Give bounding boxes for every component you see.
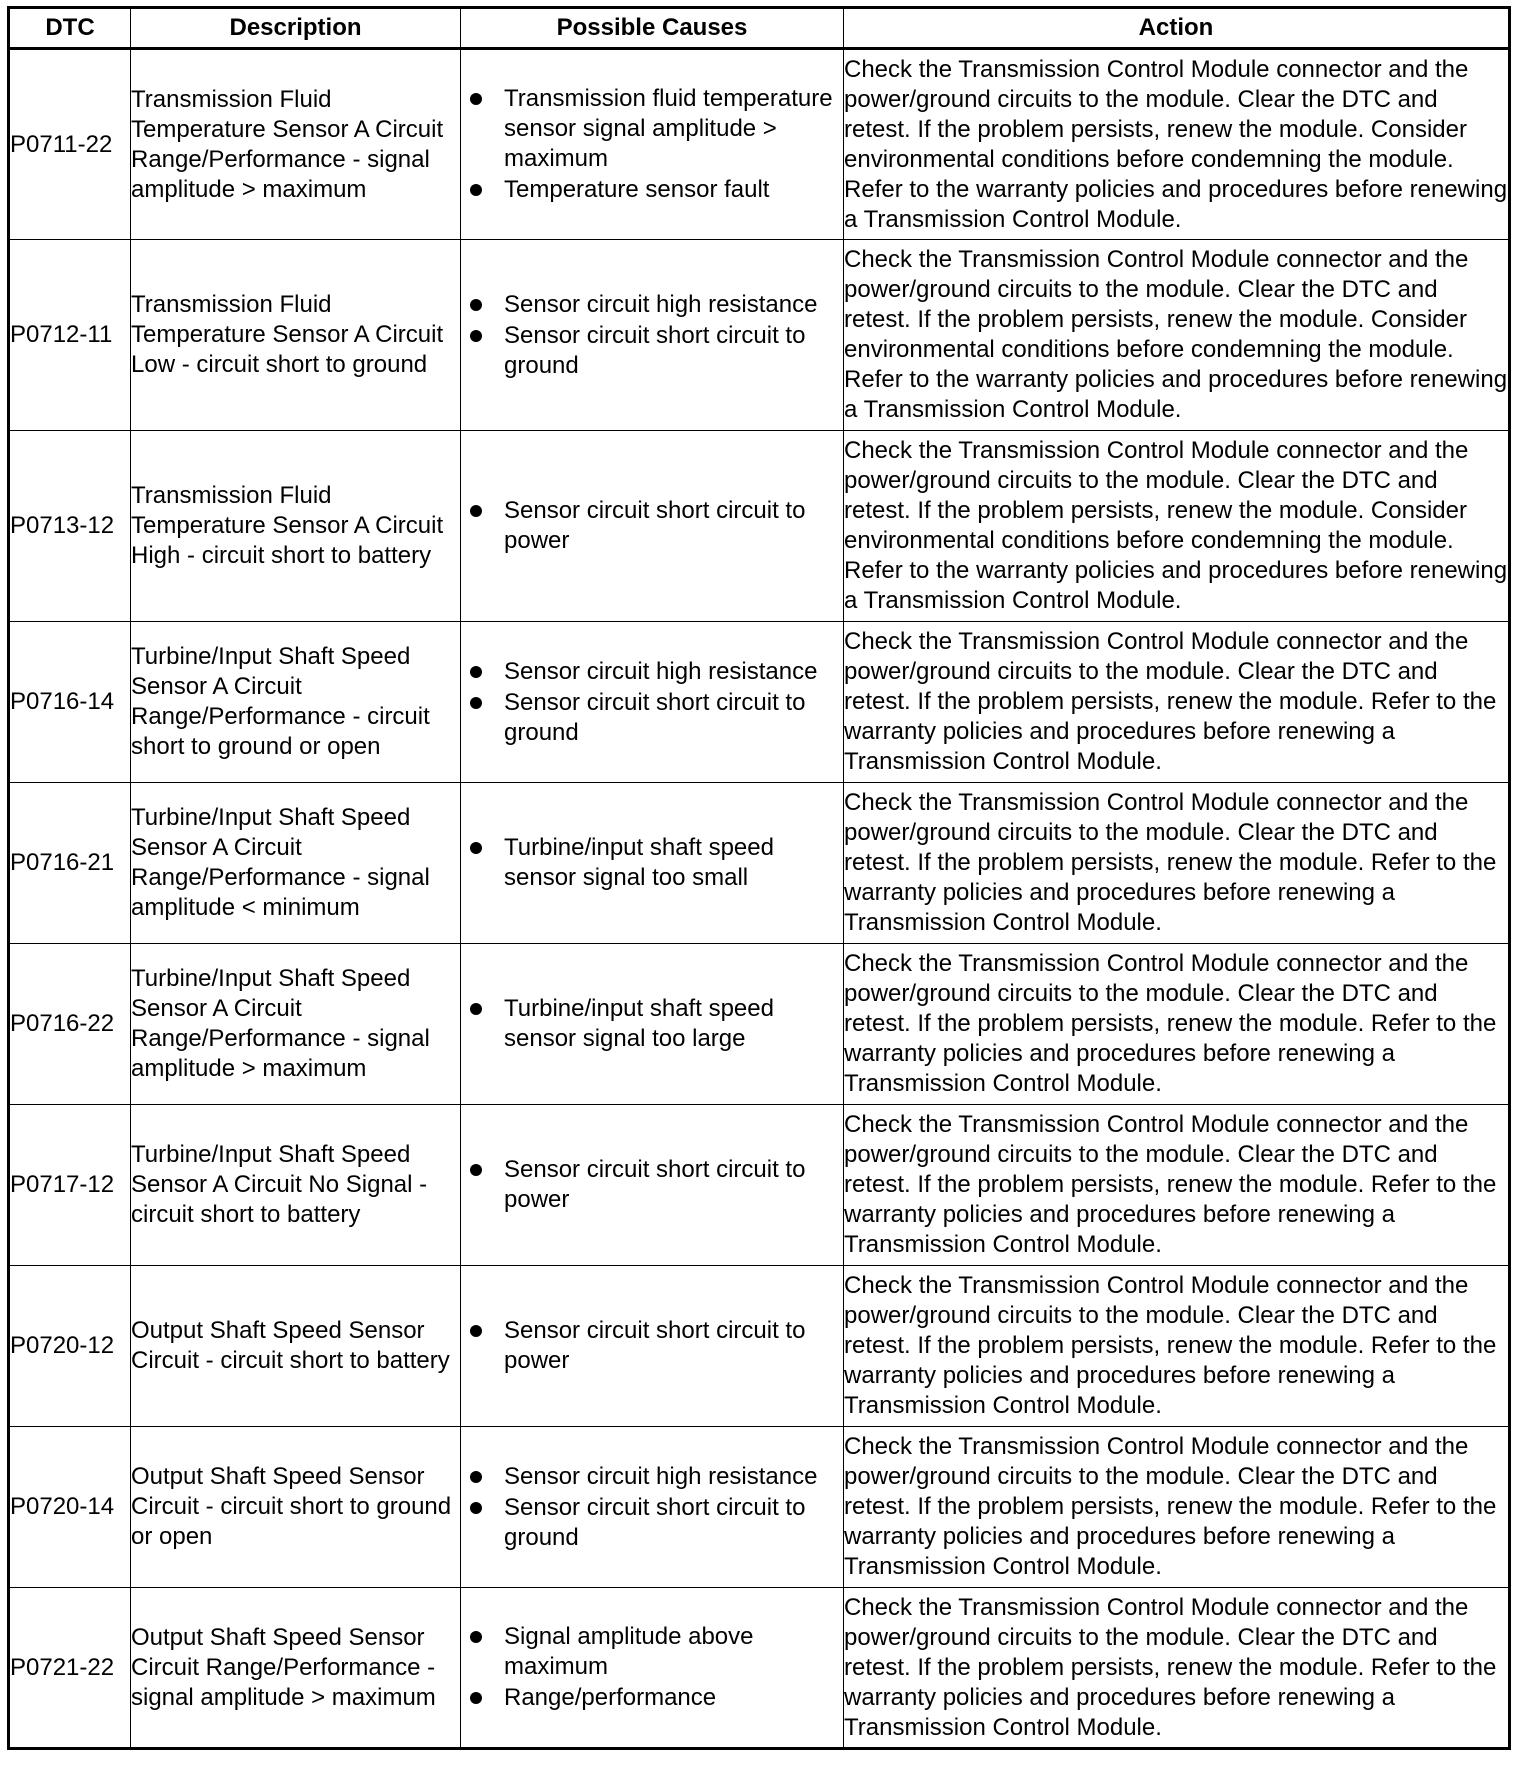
cause-item bbox=[461, 1316, 843, 1376]
action-text: Check the Transmission Control Module connector and the power/ground circuits to the module. Clear the DTC and retest. If the problem persists, renew the module. Consider environmental conditions before condemning the module. Refer to the warranty policies and procedures before renewing a Transmission Control Module. bbox=[844, 49, 1510, 240]
bullet-icon bbox=[470, 697, 482, 709]
dtc-description: Turbine/Input Shaft Speed Sensor A Circuit Range/Performance - signal amplitude < minimum bbox=[131, 783, 461, 944]
cause-item bbox=[461, 290, 843, 320]
action-text: Check the Transmission Control Module connector and the power/ground circuits to the module. Clear the DTC and retest. If the problem persists, renew the module. Refer to the warranty policies and procedures before renewing a Transmission Control Module. bbox=[844, 1427, 1510, 1588]
table-row bbox=[9, 1427, 1510, 1588]
possible-causes-cell bbox=[461, 49, 844, 240]
possible-causes-list bbox=[461, 994, 843, 1054]
table-row bbox=[9, 783, 1510, 944]
bullet-icon bbox=[470, 505, 482, 517]
action-text: Check the Transmission Control Module connector and the power/ground circuits to the module. Clear the DTC and retest. If the problem persists, renew the module. Consider environmental conditions before condemning the module. Refer to the warranty policies and procedures before renewing a Transmission Control Module. bbox=[844, 431, 1510, 622]
cause-item bbox=[461, 1155, 843, 1215]
dtc-description: Turbine/Input Shaft Speed Sensor A Circuit No Signal - circuit short to battery bbox=[131, 1105, 461, 1266]
possible-causes-list bbox=[461, 1316, 843, 1376]
table-header bbox=[9, 8, 1510, 49]
cause-text: Signal amplitude above maximum bbox=[504, 1623, 754, 1680]
cause-item bbox=[461, 994, 843, 1054]
header-row bbox=[9, 8, 1510, 49]
dtc-code: P0720-12 bbox=[9, 1266, 131, 1427]
cause-item bbox=[461, 657, 843, 687]
table-row bbox=[9, 622, 1510, 783]
possible-causes-cell bbox=[461, 783, 844, 944]
possible-causes-list bbox=[461, 833, 843, 893]
dtc-code: P0717-12 bbox=[9, 1105, 131, 1266]
dtc-table bbox=[7, 6, 1511, 1750]
cause-text: Turbine/input shaft speed sensor signal too small bbox=[504, 834, 774, 891]
bullet-icon bbox=[470, 93, 482, 105]
action-text: Check the Transmission Control Module connector and the power/ground circuits to the module. Clear the DTC and retest. If the problem persists, renew the module. Refer to the warranty policies and procedures before renewing a Transmission Control Module. bbox=[844, 1266, 1510, 1427]
action-text: Check the Transmission Control Module connector and the power/ground circuits to the module. Clear the DTC and retest. If the problem persists, renew the module. Refer to the warranty policies and procedures before renewing a Transmission Control Module. bbox=[844, 1105, 1510, 1266]
possible-causes-cell bbox=[461, 1266, 844, 1427]
dtc-code: P0716-14 bbox=[9, 622, 131, 783]
action-text: Check the Transmission Control Module connector and the power/ground circuits to the module. Clear the DTC and retest. If the problem persists, renew the module. Consider environmental conditions before condemning the module. Refer to the warranty policies and procedures before renewing a Transmission Control Module. bbox=[844, 240, 1510, 431]
action-text: Check the Transmission Control Module connector and the power/ground circuits to the module. Clear the DTC and retest. If the problem persists, renew the module. Refer to the warranty policies and procedures before renewing a Transmission Control Module. bbox=[844, 622, 1510, 783]
bullet-icon bbox=[470, 1471, 482, 1483]
dtc-description: Transmission Fluid Temperature Sensor A Circuit Range/Performance - signal amplitude > maximum bbox=[131, 49, 461, 240]
table-row bbox=[9, 1588, 1510, 1749]
possible-causes-list bbox=[461, 84, 843, 205]
possible-causes-list bbox=[461, 1622, 843, 1713]
dtc-description: Transmission Fluid Temperature Sensor A Circuit Low - circuit short to ground bbox=[131, 240, 461, 431]
cause-item bbox=[461, 84, 843, 174]
bullet-icon bbox=[470, 1631, 482, 1643]
bullet-icon bbox=[470, 330, 482, 342]
dtc-description: Turbine/Input Shaft Speed Sensor A Circuit Range/Performance - circuit short to ground or open bbox=[131, 622, 461, 783]
dtc-code: P0712-11 bbox=[9, 240, 131, 431]
possible-causes-cell bbox=[461, 1427, 844, 1588]
cause-item bbox=[461, 175, 843, 205]
header-dtc: DTC bbox=[9, 8, 131, 49]
possible-causes-cell bbox=[461, 240, 844, 431]
bullet-icon bbox=[470, 1692, 482, 1704]
dtc-code: P0720-14 bbox=[9, 1427, 131, 1588]
cause-item bbox=[461, 1683, 843, 1713]
table-row bbox=[9, 49, 1510, 240]
cause-text: Sensor circuit short circuit to ground bbox=[504, 688, 806, 746]
dtc-description: Turbine/Input Shaft Speed Sensor A Circuit Range/Performance - signal amplitude > maximum bbox=[131, 944, 461, 1105]
cause-text: Sensor circuit high resistance bbox=[504, 1462, 818, 1490]
cause-text: Turbine/input shaft speed sensor signal too large bbox=[504, 995, 774, 1052]
cause-item bbox=[461, 1493, 843, 1553]
possible-causes-cell bbox=[461, 431, 844, 622]
cause-text: Sensor circuit short circuit to ground bbox=[504, 1493, 806, 1551]
cause-text: Sensor circuit short circuit to ground bbox=[504, 321, 806, 379]
dtc-code: P0721-22 bbox=[9, 1588, 131, 1749]
possible-causes-cell bbox=[461, 622, 844, 783]
cause-text: Sensor circuit short circuit to power bbox=[504, 497, 806, 554]
header-possible-causes: Possible Causes bbox=[461, 8, 844, 49]
action-text: Check the Transmission Control Module connector and the power/ground circuits to the module. Clear the DTC and retest. If the problem persists, renew the module. Refer to the warranty policies and procedures before renewing a Transmission Control Module. bbox=[844, 944, 1510, 1105]
possible-causes-list bbox=[461, 1462, 843, 1553]
cause-item bbox=[461, 496, 843, 556]
dtc-description: Output Shaft Speed Sensor Circuit Range/Performance - signal amplitude > maximum bbox=[131, 1588, 461, 1749]
cause-text: Sensor circuit short circuit to power bbox=[504, 1317, 806, 1374]
bullet-icon bbox=[470, 1003, 482, 1015]
table-row bbox=[9, 240, 1510, 431]
action-text: Check the Transmission Control Module connector and the power/ground circuits to the module. Clear the DTC and retest. If the problem persists, renew the module. Refer to the warranty policies and procedures before renewing a Transmission Control Module. bbox=[844, 783, 1510, 944]
possible-causes-list bbox=[461, 1155, 843, 1215]
possible-causes-cell bbox=[461, 944, 844, 1105]
cause-text: Transmission fluid temperature sensor signal amplitude > maximum bbox=[504, 85, 833, 172]
bullet-icon bbox=[470, 184, 482, 196]
dtc-code: P0716-22 bbox=[9, 944, 131, 1105]
cause-text: Sensor circuit short circuit to power bbox=[504, 1156, 806, 1213]
header-action: Action bbox=[844, 8, 1510, 49]
bullet-icon bbox=[470, 1164, 482, 1176]
cause-text: Sensor circuit high resistance bbox=[504, 657, 818, 685]
bullet-icon bbox=[470, 1325, 482, 1337]
cause-item bbox=[461, 321, 843, 381]
table-row bbox=[9, 1266, 1510, 1427]
dtc-description: Output Shaft Speed Sensor Circuit - circuit short to ground or open bbox=[131, 1427, 461, 1588]
dtc-description: Output Shaft Speed Sensor Circuit - circuit short to battery bbox=[131, 1266, 461, 1427]
cause-item bbox=[461, 1622, 843, 1682]
bullet-icon bbox=[470, 1502, 482, 1514]
possible-causes-cell bbox=[461, 1105, 844, 1266]
table-row bbox=[9, 1105, 1510, 1266]
possible-causes-list bbox=[461, 290, 843, 381]
dtc-code: P0711-22 bbox=[9, 49, 131, 240]
cause-item bbox=[461, 833, 843, 893]
cause-text: Sensor circuit high resistance bbox=[504, 290, 818, 318]
table-row bbox=[9, 431, 1510, 622]
cause-item bbox=[461, 688, 843, 748]
dtc-code: P0713-12 bbox=[9, 431, 131, 622]
cause-text: Range/performance bbox=[504, 1684, 717, 1711]
cause-text: Temperature sensor fault bbox=[504, 176, 770, 203]
dtc-code: P0716-21 bbox=[9, 783, 131, 944]
table-row bbox=[9, 944, 1510, 1105]
bullet-icon bbox=[470, 299, 482, 311]
bullet-icon bbox=[470, 842, 482, 854]
possible-causes-list bbox=[461, 657, 843, 748]
dtc-description: Transmission Fluid Temperature Sensor A Circuit High - circuit short to battery bbox=[131, 431, 461, 622]
possible-causes-cell bbox=[461, 1588, 844, 1749]
header-description: Description bbox=[131, 8, 461, 49]
cause-item bbox=[461, 1462, 843, 1492]
action-text: Check the Transmission Control Module connector and the power/ground circuits to the module. Clear the DTC and retest. If the problem persists, renew the module. Refer to the warranty policies and procedures before renewing a Transmission Control Module. bbox=[844, 1588, 1510, 1749]
bullet-icon bbox=[470, 666, 482, 678]
possible-causes-list bbox=[461, 496, 843, 556]
table-body bbox=[9, 49, 1510, 1749]
